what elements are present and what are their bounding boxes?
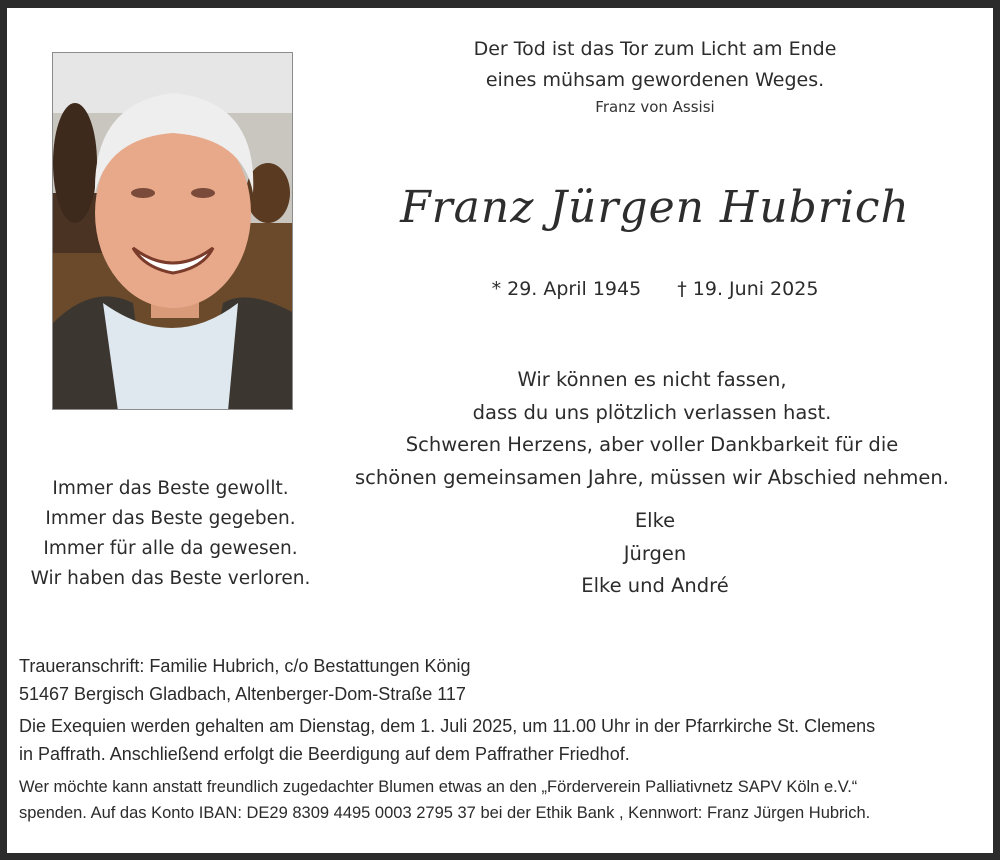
verse-line: Immer das Beste gegeben. <box>45 508 296 529</box>
message-line: schönen gemeinsamen Jahre, müssen wir Abschied nehmen. <box>355 465 949 489</box>
mourning-address <box>19 652 989 708</box>
exequies-line: Die Exequien werden gehalten am Dienstag, dem 1. Juli 2025, um 11.00 Uhr in der Pfarrkirche St. Clemens <box>19 716 876 736</box>
donation-line: Wer möchte kann anstatt freundlich zugedachter Blumen etwas an den „Förderverein Palliativnetz SAPV Köln e.V.“ <box>19 778 858 796</box>
mourner-name: Elke und André <box>581 574 729 597</box>
mourner-name: Elke <box>634 509 676 532</box>
exequies-info <box>19 712 989 768</box>
verse-line: Immer für alle da gewesen. <box>43 538 298 559</box>
address-line: 51467 Bergisch Gladbach, Altenberger-Dom-Straße 117 <box>19 684 466 704</box>
life-dates <box>340 278 970 300</box>
mourners-list <box>340 505 970 603</box>
message-line: Schweren Herzens, aber voller Dankbarkeit für die <box>405 433 899 456</box>
donation-line: spenden. Auf das Konto IBAN: DE29 8309 4495 0003 2795 37 bei der Ethik Bank , Kennwort: Franz Jürgen Hubrich. <box>19 804 871 822</box>
address-line: Traueranschrift: Familie Hubrich, c/o Bestattungen König <box>19 656 471 676</box>
quote-block <box>340 34 970 118</box>
exequies-line: in Paffrath. Anschließend erfolgt die Beerdigung auf dem Paffrather Friedhof. <box>19 744 630 764</box>
quote-line: Der Tod ist das Tor zum Licht am Ende <box>473 38 837 60</box>
mourner-name: Jürgen <box>623 541 687 565</box>
notice-details <box>19 652 989 826</box>
verse-line: Wir haben das Beste verloren. <box>30 568 311 589</box>
quote-line: eines mühsam gewordenen Weges. <box>485 69 825 91</box>
birth-date: * 29. April 1945 <box>491 278 642 300</box>
portrait-photo <box>52 52 293 410</box>
quote-author: Franz von Assisi <box>595 98 715 116</box>
mourning-message <box>332 364 972 494</box>
verse-line: Immer das Beste gewollt. <box>52 478 289 499</box>
message-line: Wir können es nicht fassen, <box>517 368 787 391</box>
death-date: † 19. Juni 2025 <box>677 278 819 300</box>
donation-info <box>19 774 989 826</box>
message-line: dass du uns plötzlich verlassen hast. <box>472 400 832 424</box>
memorial-verse <box>14 474 327 594</box>
deceased-name: Franz Jürgen Hubrich <box>400 182 910 233</box>
